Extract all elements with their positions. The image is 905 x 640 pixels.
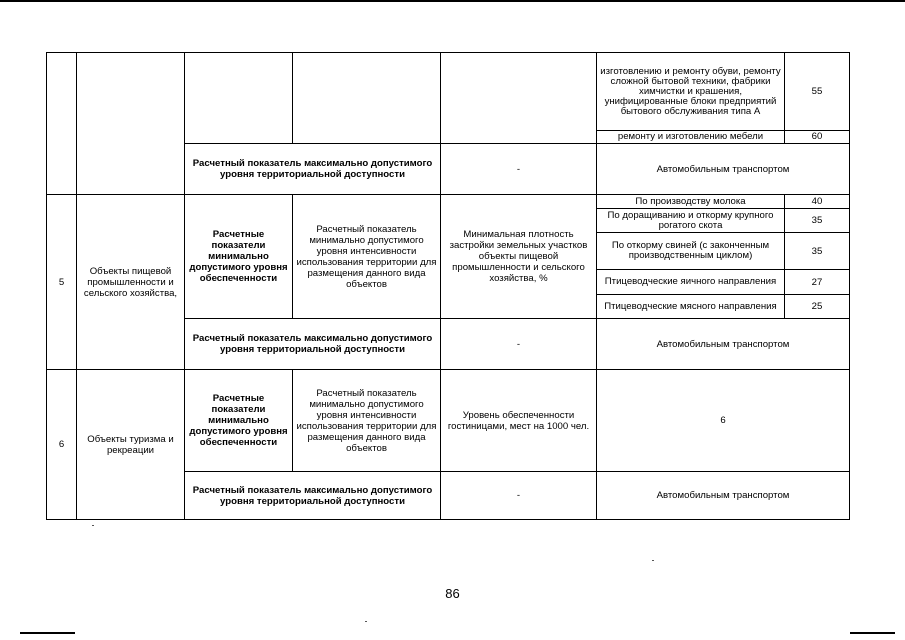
table-row xyxy=(47,370,850,472)
min-label: Расчетные показатели минимально допустимого уровня обеспеченности xyxy=(185,370,293,472)
indicator-label: Расчетный показатель минимально допустимого уровня интенсивности использования территории для размещения данного вида объектов xyxy=(293,370,441,472)
measure-label: Уровень обеспеченности гостиницами, мест на 1000 чел. xyxy=(441,370,597,472)
page-number: 86 xyxy=(445,586,460,601)
item-value-cell: 60 xyxy=(785,131,850,144)
measure-cell-empty xyxy=(441,53,597,144)
regulations-table xyxy=(46,52,850,520)
scan-dot xyxy=(652,560,654,561)
item-name-cell: По доращиванию и откорму крупного рогатого скота xyxy=(597,209,785,233)
indicator-label: Расчетный показатель минимально допустимого уровня интенсивности использования территории для размещения данного вида объектов xyxy=(293,195,441,319)
item-value-cell: 27 xyxy=(785,270,850,295)
num-cell-empty xyxy=(47,53,77,195)
item-name-cell: Птицеводческие мясного направления xyxy=(597,295,785,319)
access-value-cell: Автомобильным транспортом xyxy=(597,472,850,520)
item-value-cell: 25 xyxy=(785,295,850,319)
object-cell-empty xyxy=(77,53,185,195)
access-dash-cell: - xyxy=(441,144,597,195)
object-name: Объекты пищевой промышленности и сельского хозяйства, xyxy=(77,195,185,370)
indicator-cell-empty xyxy=(293,53,441,144)
table-row xyxy=(47,53,850,131)
item-name-cell: ремонту и изготовлению мебели xyxy=(597,131,785,144)
min-label: Расчетные показатели минимально допустимого уровня обеспеченности xyxy=(185,195,293,319)
object-name: Объекты туризма и рекреации xyxy=(77,370,185,520)
row-number: 5 xyxy=(47,195,77,370)
item-value-cell: 35 xyxy=(785,209,850,233)
table-row xyxy=(47,195,850,209)
item-value-cell: 40 xyxy=(785,195,850,209)
access-label-cell: Расчетный показатель максимально допустимого уровня территориальной доступности xyxy=(185,472,441,520)
item-value-cell: 35 xyxy=(785,233,850,270)
access-dash-cell: - xyxy=(441,472,597,520)
access-label-cell: Расчетный показатель максимально допустимого уровня территориальной доступности xyxy=(185,144,441,195)
access-value-cell: Автомобильным транспортом xyxy=(597,144,850,195)
item-name-cell: изготовлению и ремонту обуви, ремонту сложной бытовой техники, фабрики химчистки и крашения, унифицированные блоки предприятий бытового обслуживания типа А xyxy=(597,53,785,131)
row-number: 6 xyxy=(47,370,77,520)
top-border-line xyxy=(0,0,905,2)
item-name-cell: По откорму свиней (с законченным производственным циклом) xyxy=(597,233,785,270)
item-value-cell: 55 xyxy=(785,53,850,131)
value-cell: 6 xyxy=(597,370,850,472)
scan-dot xyxy=(92,525,94,526)
access-value-cell: Автомобильным транспортом xyxy=(597,319,850,370)
item-name-cell: По производству молока xyxy=(597,195,785,209)
measure-label: Минимальная плотность застройки земельных участков объекты пищевой промышленности и сельского хозяйства, % xyxy=(441,195,597,319)
scan-dot xyxy=(365,621,367,622)
access-label-cell: Расчетный показатель максимально допустимого уровня территориальной доступности xyxy=(185,319,441,370)
min-label-cell-empty xyxy=(185,53,293,144)
scan-mark-left xyxy=(20,632,75,634)
scan-mark-right xyxy=(850,632,895,634)
access-dash-cell: - xyxy=(441,319,597,370)
item-name-cell: Птицеводческие яичного направления xyxy=(597,270,785,295)
